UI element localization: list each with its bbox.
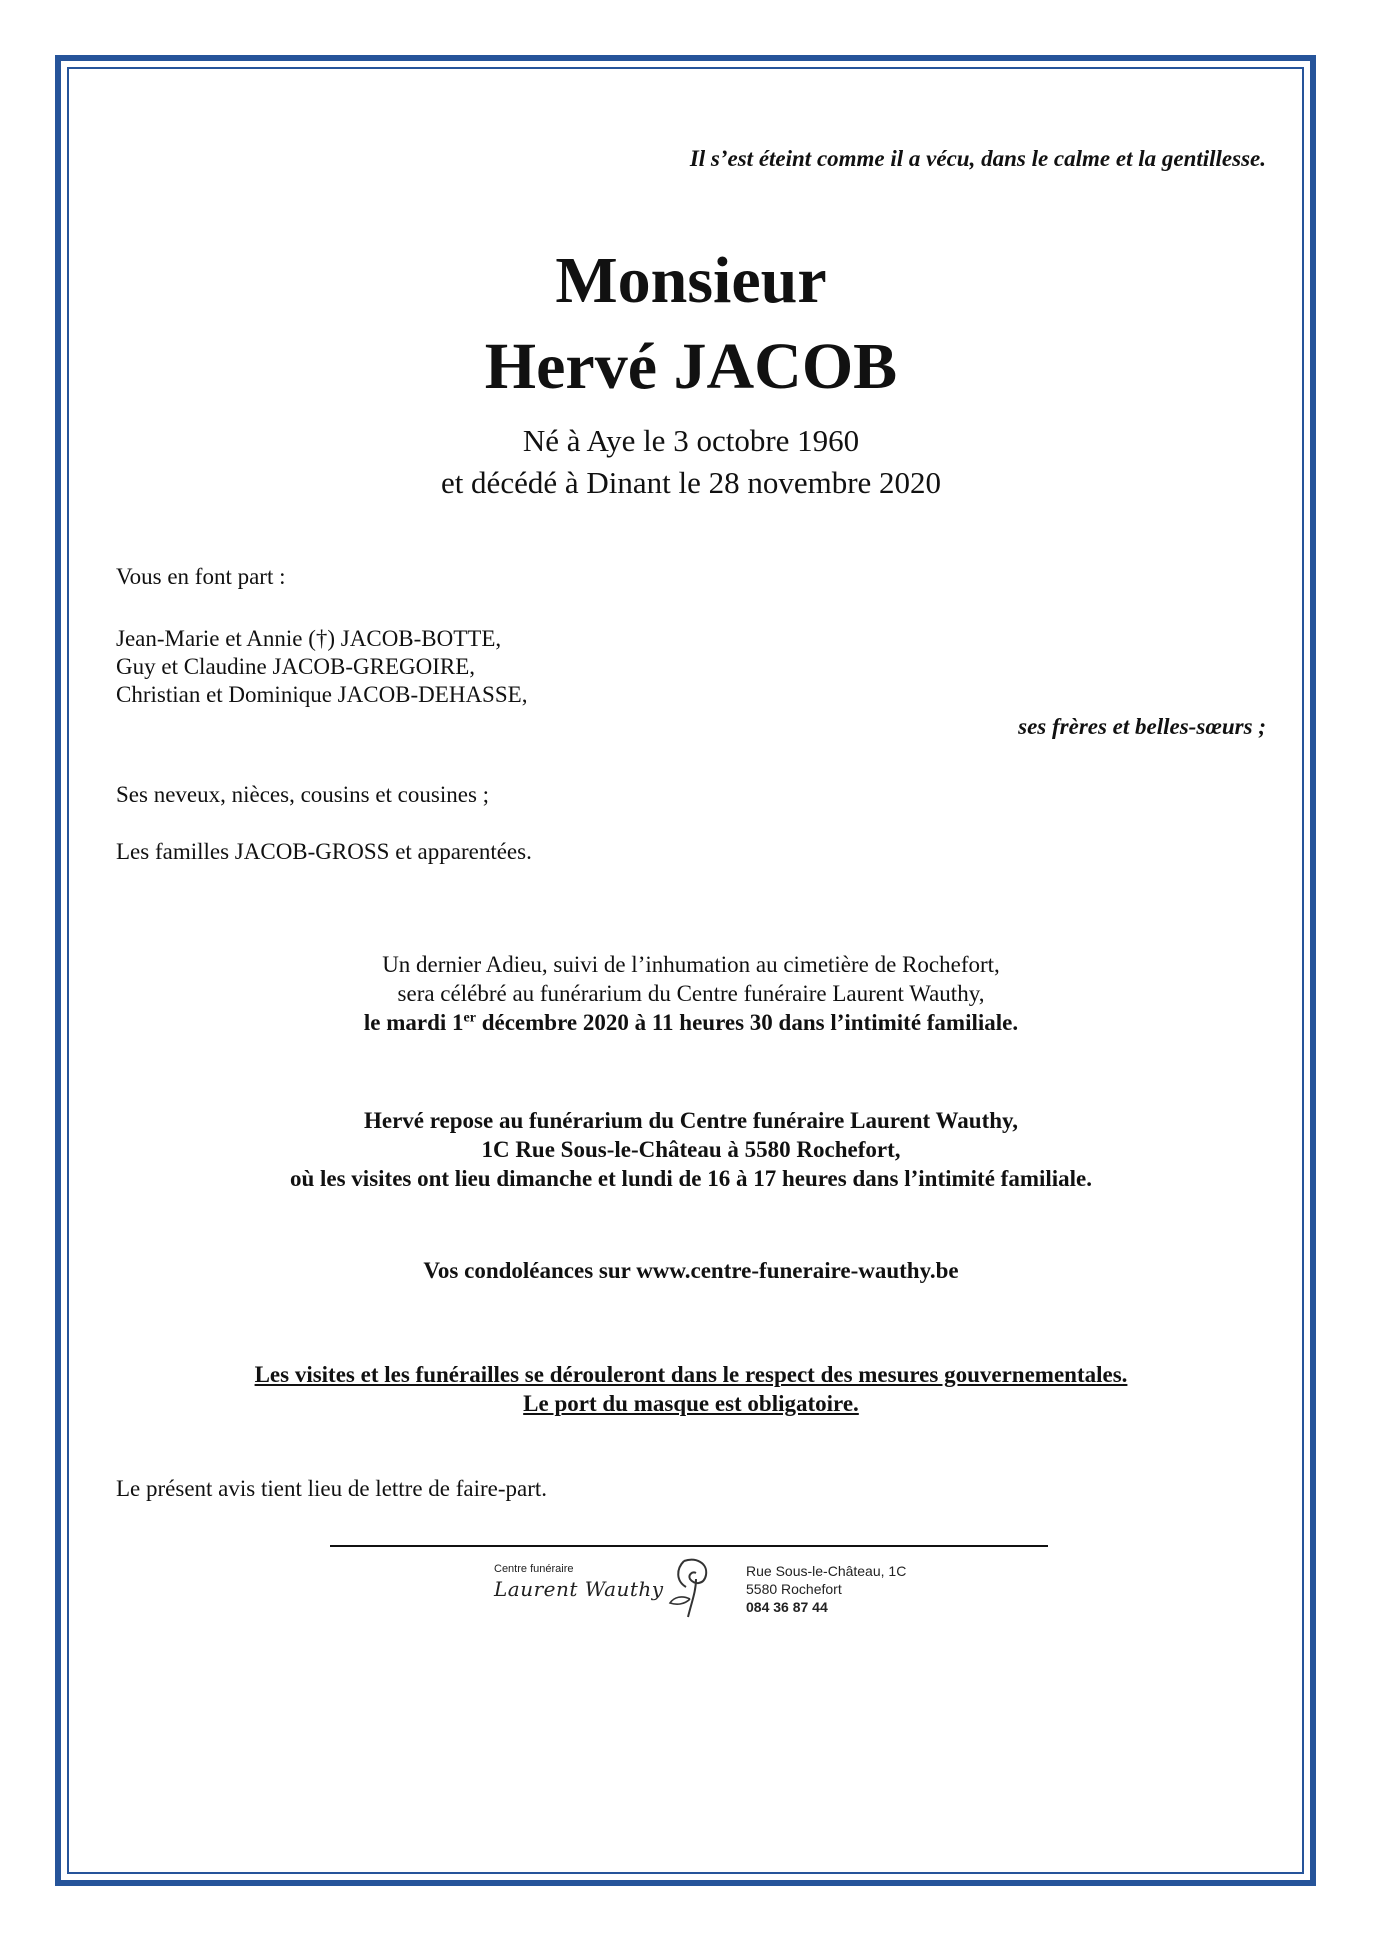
announce-intro: Vous en font part : — [116, 564, 286, 589]
ceremony-line-3 — [116, 1008, 1266, 1037]
address-line-2: 5580 Rochefort — [746, 1581, 842, 1597]
logo-wordmark: Laurent Wauthy — [494, 1577, 664, 1601]
notice-block — [116, 1360, 1266, 1418]
ceremony-date-prefix: le mardi 1 — [363, 1010, 464, 1035]
ceremony-block — [116, 950, 1266, 1037]
phone-number: 084 36 87 44 — [746, 1599, 828, 1615]
ceremony-line-2: sera célébré au funérarium du Centre funéraire Laurent Wauthy, — [397, 981, 985, 1006]
relatives-line: Ses neveux, nièces, cousins et cousines ; — [116, 782, 490, 807]
relation-label: ses frères et belles-sœurs ; — [1018, 714, 1266, 739]
footer-divider — [330, 1545, 1048, 1547]
notice-line-1: Les visites et les funérailles se dérouleront dans le respect des mesures gouvernementales. — [254, 1362, 1128, 1387]
birth-line: Né à Aye le 3 octobre 1960 — [522, 423, 860, 458]
logo-caption: Centre funéraire — [494, 1563, 574, 1575]
funeral-home-logo — [494, 1553, 934, 1623]
visitation-block — [116, 1106, 1266, 1193]
ceremony-date-suffix: décembre 2020 à 11 heures 30 dans l’intimité familiale. — [475, 1010, 1019, 1035]
death-line: et décédé à Dinant le 28 novembre 2020 — [440, 465, 942, 500]
visitation-line-3: où les visites ont lieu dimanche et lundi de 16 à 17 heures dans l’intimité familiale. — [289, 1166, 1093, 1191]
honorific: Monsieur — [555, 244, 827, 317]
family-line-2: Guy et Claudine JACOB-GREGOIRE, — [116, 654, 476, 679]
family-line-3: Christian et Dominique JACOB-DEHASSE, — [116, 682, 528, 707]
family-line-1: Jean-Marie et Annie (†) JACOB-BOTTE, — [116, 626, 502, 651]
condolences-line: Vos condoléances sur www.centre-funeraire-wauthy.be — [423, 1258, 959, 1283]
epigraph: Il s’est éteint comme il a vécu, dans le calme et la gentillesse. — [689, 146, 1266, 171]
visitation-line-2: 1C Rue Sous-le-Château à 5580 Rochefort, — [481, 1137, 901, 1162]
visitation-line-1: Hervé repose au funérarium du Centre funéraire Laurent Wauthy, — [364, 1108, 1018, 1133]
address-line-1: Rue Sous-le-Château, 1C — [746, 1563, 907, 1579]
closing-line: Le présent avis tient lieu de lettre de faire-part. — [116, 1476, 548, 1501]
notice-line-2: Le port du masque est obligatoire. — [523, 1391, 859, 1416]
families-line: Les familles JACOB-GROSS et apparentées. — [116, 839, 532, 864]
deceased-name: Hervé JACOB — [484, 330, 898, 403]
obituary-content — [116, 0, 1266, 1949]
ceremony-date-ordinal: er — [463, 1010, 476, 1026]
calla-lily-icon — [666, 1555, 712, 1621]
ceremony-line-1: Un dernier Adieu, suivi de l’inhumation au cimetière de Rochefort, — [382, 952, 1000, 977]
